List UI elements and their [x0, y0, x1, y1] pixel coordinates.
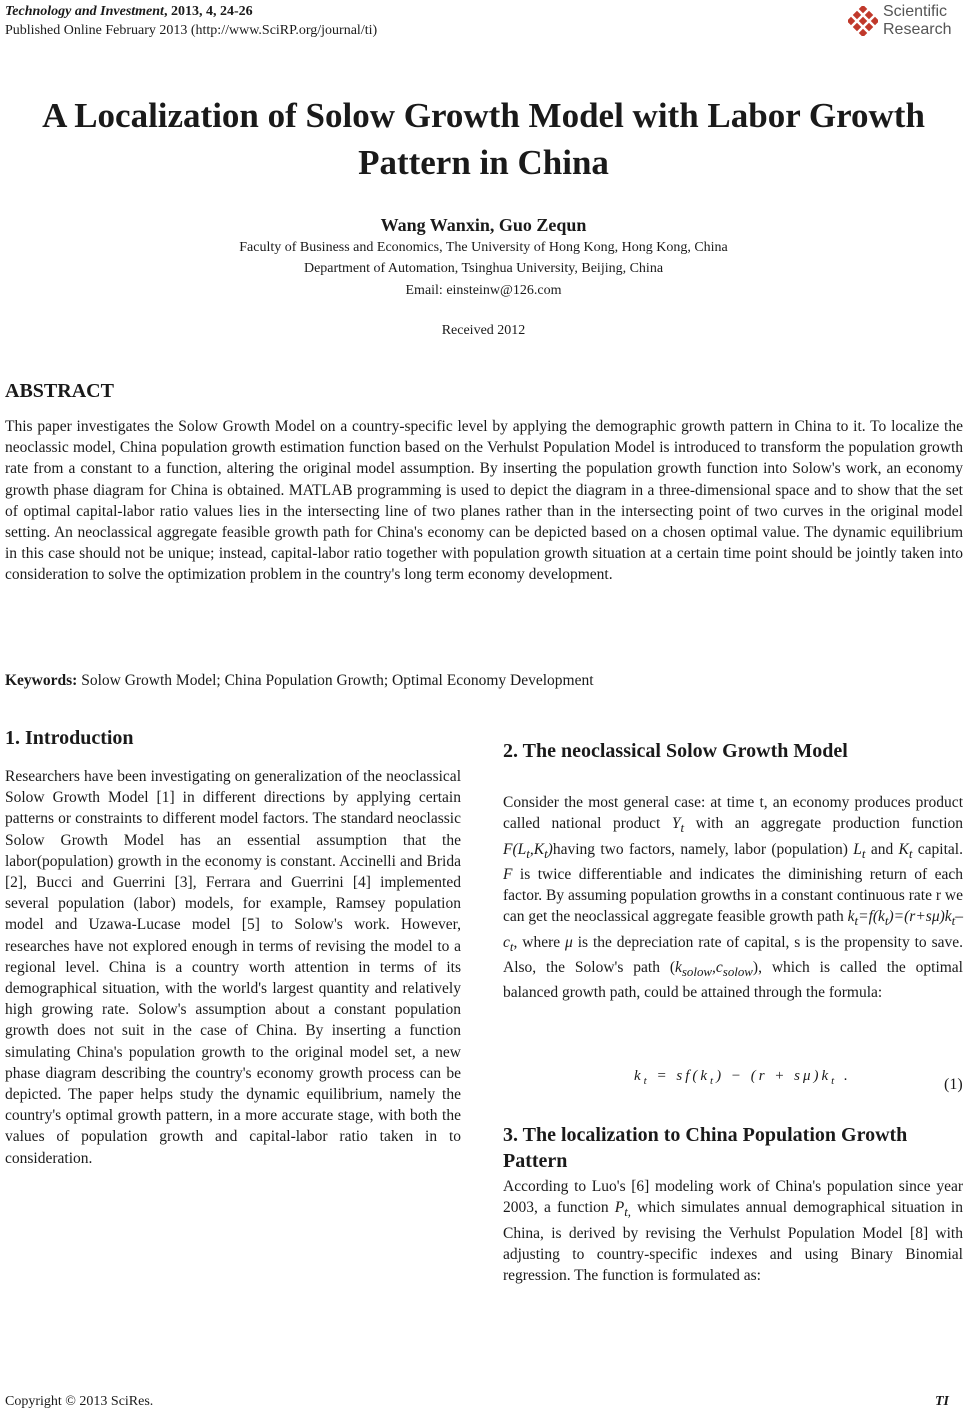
authors: Wang Wanxin, Guo Zequn [380, 215, 587, 235]
publisher-logo-text [883, 3, 951, 39]
section-1-heading: 1. Introduction [5, 727, 134, 749]
abstract-heading: ABSTRACT [5, 380, 114, 402]
logo-line-2: Research [883, 21, 952, 38]
section-3-heading: 3. The localization to China Population Growth Pattern [503, 1124, 908, 1172]
author-email: Email: einsteinw@126.com [405, 283, 562, 298]
publisher-logo [848, 2, 966, 42]
equation-1: $k_t = sf(k_t) - (r + s\mu)k_t$ . [634, 1068, 851, 1087]
section-2-heading: 2. The neoclassical Solow Growth Model [503, 740, 848, 762]
published-line: Published Online February 2013 (http://www.SciRP.org/journal/ti) [5, 23, 378, 38]
journal-name: Technology and Investment [5, 4, 164, 19]
paper-title: A Localization of Solow Growth Model with Labor Growth Pattern in China [42, 96, 925, 182]
received-date: Received 2012 [441, 323, 526, 338]
keywords-text: Solow Growth Model; China Population Growth; Optimal Economy Development [77, 672, 594, 689]
affiliation-1: Faculty of Business and Economics, The University of Hong Kong, Hong Kong, China [239, 240, 728, 255]
affiliation-2: Department of Automation, Tsinghua University, Beijing, China [303, 261, 664, 276]
journal-abbreviation: TI [935, 1394, 949, 1409]
equation-1-number: (1) [944, 1076, 963, 1093]
copyright: Copyright © 2013 SciRes. [5, 1394, 154, 1409]
abstract-text: This paper investigates the Solow Growth Model on a country-specific level by applying the demographic growth pattern in China to it. To localize the neoclassic model, China population growth estimation function based on the Verhulst Population Model is introduced to transform the population growth rate from a constant to a function, altering the original model assumption. By inserting the population growth function into Solow's work, an economy growth phase diagram for China is obtained. MATLAB programming is used to depict the diagram in a three-dimensional space and to show that the set of optimal capital-labor ratio values lies in the intersecting line of two planes rather than in the intersecting point of two curves in the original model setting. An neoclassical aggregate feasible growth path for China's economy can be depicted based on a chosen optimal value. The dynamic equilibrium in this case should not be unique; instead, capital-labor ratio together with population growth situation at a certain time point should be jointly taken into consideration to solve the optimization problem in the country's long term economy development. [5, 418, 963, 584]
journal-issue: , 2013, 4, 24-26 [163, 4, 253, 19]
publisher-logo-mark-icon [848, 6, 878, 36]
section-1-text: Researchers have been investigating on generalization of the neoclassical Solow Growth Model [1] in different directions by applying certain patterns or constraints to different model factors. The standard neoclassic Solow Growth Model has an essential assumption that the labor(population) growth in the economy is constant. Accinelli and Brida [2], Bucci and Guerrini [3], Ferrara and Guerrini [4] implemented several population (labor) models, for example, Ramsey population model and Uzawa-Lucase model [5] to Solow's work. However, researches have not explored enough in terms of revising the model to a regional level. China is a country worth attention in terms of its demographical situation, with the world's largest quantity and relatively high growing rate. Solow's assumption about a constant population growth does not suit in the case of China. By inserting a function simulating China's population growth to the original model set, a new phase diagram describing the country's economy growth process can be depicted. The paper helps study the dynamic equilibrium, namely the country's optimal growth pattern, in a more accurate stage, with both the values of population growth and capital-labor ratio taken in to consideration. [5, 768, 461, 1167]
journal-citation [5, 4, 253, 20]
keywords-label: Keywords: [5, 672, 78, 689]
section-3-text: According to Luo's [6] modeling work of China's population since year 2003, a function $P_{t,}$ which simulates annual demographical situation in China, is derived by revising the Verhulst Population Model [8] with adjusting to country-specific indexes and using Binary Binomial regression. The function is formulated as: [503, 1178, 963, 1284]
logo-line-1: Scientific [883, 3, 948, 20]
section-2-text: Consider the most general case: at time t, an economy produces product called national product $Y_t$ with an aggregate production function $F(L_t,K_t)having$ two factors, namely, labor (population) $L_t$ and $K_t$ capital. F is twice differentiable and indicates the diminishing return of each factor. By assuming population growths in a constant continuous rate r we can get the neoclassical aggregate feasible growth path $k_t=f(k_t)=(r+s\mu)k_t-c_t$, where μ is the depreciation rate of capital, s is the propensity to save. Also, the Solow's path $(k_{solow},c_{solow})$, which is called the optimal balanced growth path, could be attained through the formula: [503, 794, 964, 1002]
keywords [5, 672, 594, 690]
